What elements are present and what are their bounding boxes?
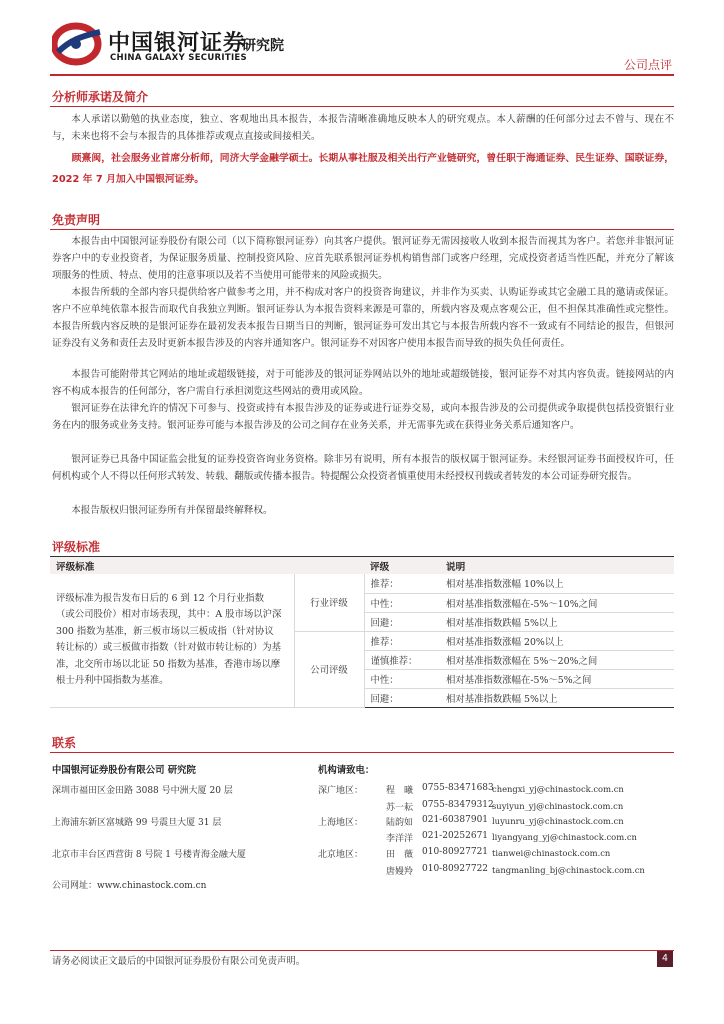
rating-desc: 相对基准指数涨幅在-5%～10%之间 (440, 593, 674, 612)
contact-email[interactable]: chengxi_yj@chinastock.com.cn (492, 784, 624, 794)
address-shenzhen: 深圳市福田区金田路 3088 号中洲大厦 20 层 (52, 786, 233, 796)
analyst-section-title: 分析师承诺及简介 (52, 90, 149, 104)
analyst-commitment: 本人承诺以勤勉的执业态度，独立、客观地出具本报告，本报告清晰准确地反映本人的研究观点。本人薪酬的任何部分过去不曾与、现在不与，未来也将不会与本报告的具体推荐或观点直接或间接相关。 (52, 114, 674, 142)
table-row (50, 574, 674, 593)
table-header: 评级标准 (50, 557, 294, 574)
contact-name: 陆韵如 (386, 818, 414, 828)
contact-name: 唐嫚羚 (386, 867, 414, 877)
rating-desc: 相对基准指数跌幅 5%以上 (440, 688, 674, 707)
region-label: 北京地区： (318, 850, 364, 860)
page-header (0, 0, 724, 80)
contact-name: 田 薇 (386, 850, 414, 860)
analyst-bio: 顾熹闽，社会服务业首席分析师，同济大学金融学硕士。长期从事社服及相关出行产业链研究，曾任职于海通证券、民生证券、国联证券，2022 年 7 月加入中国银河证券。 (52, 153, 674, 185)
contact-section-title: 联系 (52, 736, 77, 750)
contact-divider (50, 752, 674, 753)
table-header (294, 557, 364, 574)
contact-phone: 010-80927722 (422, 864, 489, 874)
research-institute-heading: 中国银河证券股份有限公司 研究院 (52, 765, 196, 776)
contact-phone: 021-20252671 (422, 831, 489, 841)
rating-desc: 相对基准指数涨幅 10%以上 (440, 574, 674, 593)
contact-email[interactable]: tangmanling_bj@chinastock.com.cn (492, 865, 645, 875)
rating-level: 推荐： (364, 574, 440, 593)
contact-name: 李洋洋 (386, 834, 414, 844)
contact-phone: 0755-83471683 (422, 783, 494, 793)
rating-level: 推荐： (364, 631, 440, 650)
disclaimer-paragraph: 本报告版权归银河证券所有并保留最终解释权。 (71, 505, 273, 516)
institute-label: 研究院 (242, 38, 284, 54)
company-website[interactable]: 公司网址：www.chinastock.com.cn (52, 881, 207, 891)
analyst-divider (50, 106, 674, 107)
region-label: 深广地区： (318, 786, 364, 796)
page-number: 4 (657, 951, 673, 967)
rating-desc: 相对基准指数涨幅在 5%～20%之间 (440, 650, 674, 669)
footer-divider (50, 950, 674, 951)
address-beijing: 北京市丰台区西营街 8 号院 1 号楼青海金融大厦 (52, 850, 246, 860)
rating-level: 中性： (364, 669, 440, 688)
disclaimer-paragraph: 银河证券已具备中国证监会批复的证券投资咨询业务资格。除非另有说明，所有本报告的版权属于银河证券。未经银河证券书面授权许可，任何机构或个人不得以任何形式转发、转载、翻版或传播本报告。特提醒公众投资者慎重使用未经授权刊载或者转发的本公司证券研究报告。 (52, 454, 674, 482)
contact-email[interactable]: tianwei@chinastock.com.cn (492, 848, 611, 858)
contact-name: 程 曦 (386, 786, 414, 796)
rating-section-title: 评级标准 (52, 540, 101, 554)
contact-name: 苏一耘 (386, 803, 414, 813)
contact-phone: 021-60387901 (422, 815, 489, 825)
galaxy-logo-icon (52, 22, 104, 66)
disclaimer-paragraph: 本报告所载的全部内容只提供给客户做参考之用，并不构成对客户的投资咨询建议，并非作为买卖、认购证券或其它金融工具的邀请或保证。客户不应单纯依靠本报告而取代自我独立判断。银河证券认为本报告资料来源是可靠的，所载内容及观点客观公正，但不担保其准确性或完整性。本报告所载内容反映的是银河证券在最初发表本报告日期当日的判断，银河证券可发出其它与本报告所载内容不一致或有不同结论的报告，但银河证券没有义务和责任去及时更新本报告涉及的内容并通知客户。银河证券不对因客户使用本报告而导致的损失负任何责任。 (52, 287, 674, 349)
address-shanghai: 上海浦东新区富城路 99 号震旦大厦 31 层 (52, 818, 222, 828)
table-header-row (50, 557, 674, 574)
disclaimer-divider (50, 229, 674, 230)
rating-desc: 相对基准指数跌幅 5%以上 (440, 612, 674, 631)
disclaimer-paragraph: 银河证券在法律允许的情况下可参与、投资或持有本报告涉及的证券或进行证券交易，或向本报告涉及的公司提供或争取提供包括投资银行业务在内的服务或业务支持。银河证券可能与本报告涉及的公司之间存在业务关系，并无需事先或在获得业务关系后通知客户。 (52, 403, 674, 431)
disclaimer-paragraph: 本报告由中国银河证券股份有限公司（以下简称银河证券）向其客户提供。银河证券无需因接收人收到本报告而视其为客户。若您并非银河证券客户中的专业投资者，为保证服务质量、控制投资风险、应首先联系银河证券机构销售部门或客户经理，完成投资者适当性匹配，并充分了解该项服务的性质、特点、使用的注意事项以及若不当使用可能带来的风险或损失。 (52, 236, 674, 281)
industry-rating-label: 行业评级 (294, 574, 364, 631)
rating-desc: 相对基准指数涨幅 20%以上 (440, 631, 674, 650)
region-label: 上海地区： (318, 818, 364, 828)
rating-level: 中性： (364, 593, 440, 612)
contact-email[interactable]: luyunru_yj@chinastock.com.cn (492, 816, 624, 826)
header-divider (50, 74, 674, 76)
company-rating-label: 公司评级 (294, 631, 364, 707)
report-type: 公司点评 (623, 58, 672, 72)
rating-table (50, 557, 674, 708)
company-name-en: CHINA GALAXY SECURITIES (110, 53, 247, 63)
company-name-cn: 中国银河证券 (108, 31, 247, 56)
rating-level: 谨慎推荐： (364, 650, 440, 669)
rating-level: 回避： (364, 612, 440, 631)
contact-phone: 010-80927721 (422, 847, 489, 857)
institution-contact-heading: 机构请致电： (318, 765, 375, 776)
contact-phone: 0755-83479312 (422, 800, 494, 810)
footer-disclaimer-note: 请务必阅读正文最后的中国银河证券股份有限公司免责声明。 (52, 956, 306, 967)
table-header: 说明 (440, 557, 674, 574)
disclaimer-paragraph: 本报告可能附带其它网站的地址或超级链接，对于可能涉及的银河证券网站以外的地址或超级链接，银河证券不对其内容负责。链接网站的内容不构成本报告的任何部分，客户需自行承担浏览这些网站的费用或风险。 (52, 369, 674, 397)
table-header: 评级 (364, 557, 440, 574)
rating-desc: 相对基准指数涨幅在-5%～5%之间 (440, 669, 674, 688)
disclaimer-section-title: 免责声明 (52, 213, 101, 227)
rating-description: 评级标准为报告发布日后的 6 到 12 个月行业指数（或公司股价）相对市场表现，其中：A 股市场以沪深 300 指数为基准，新三板市场以三板成指（针对协议转让标的）或三板做市指数（针对做市转让标的）为基准，北交所市场以北证 50 指数为基准，香港市场以摩根士丹利中国指数为基准。 (50, 574, 294, 707)
contact-email[interactable]: liyangyang_yj@chinastock.com.cn (492, 832, 637, 842)
contact-email[interactable]: suyiyun_yj@chinastock.com.cn (492, 801, 624, 811)
rating-level: 回避： (364, 688, 440, 707)
